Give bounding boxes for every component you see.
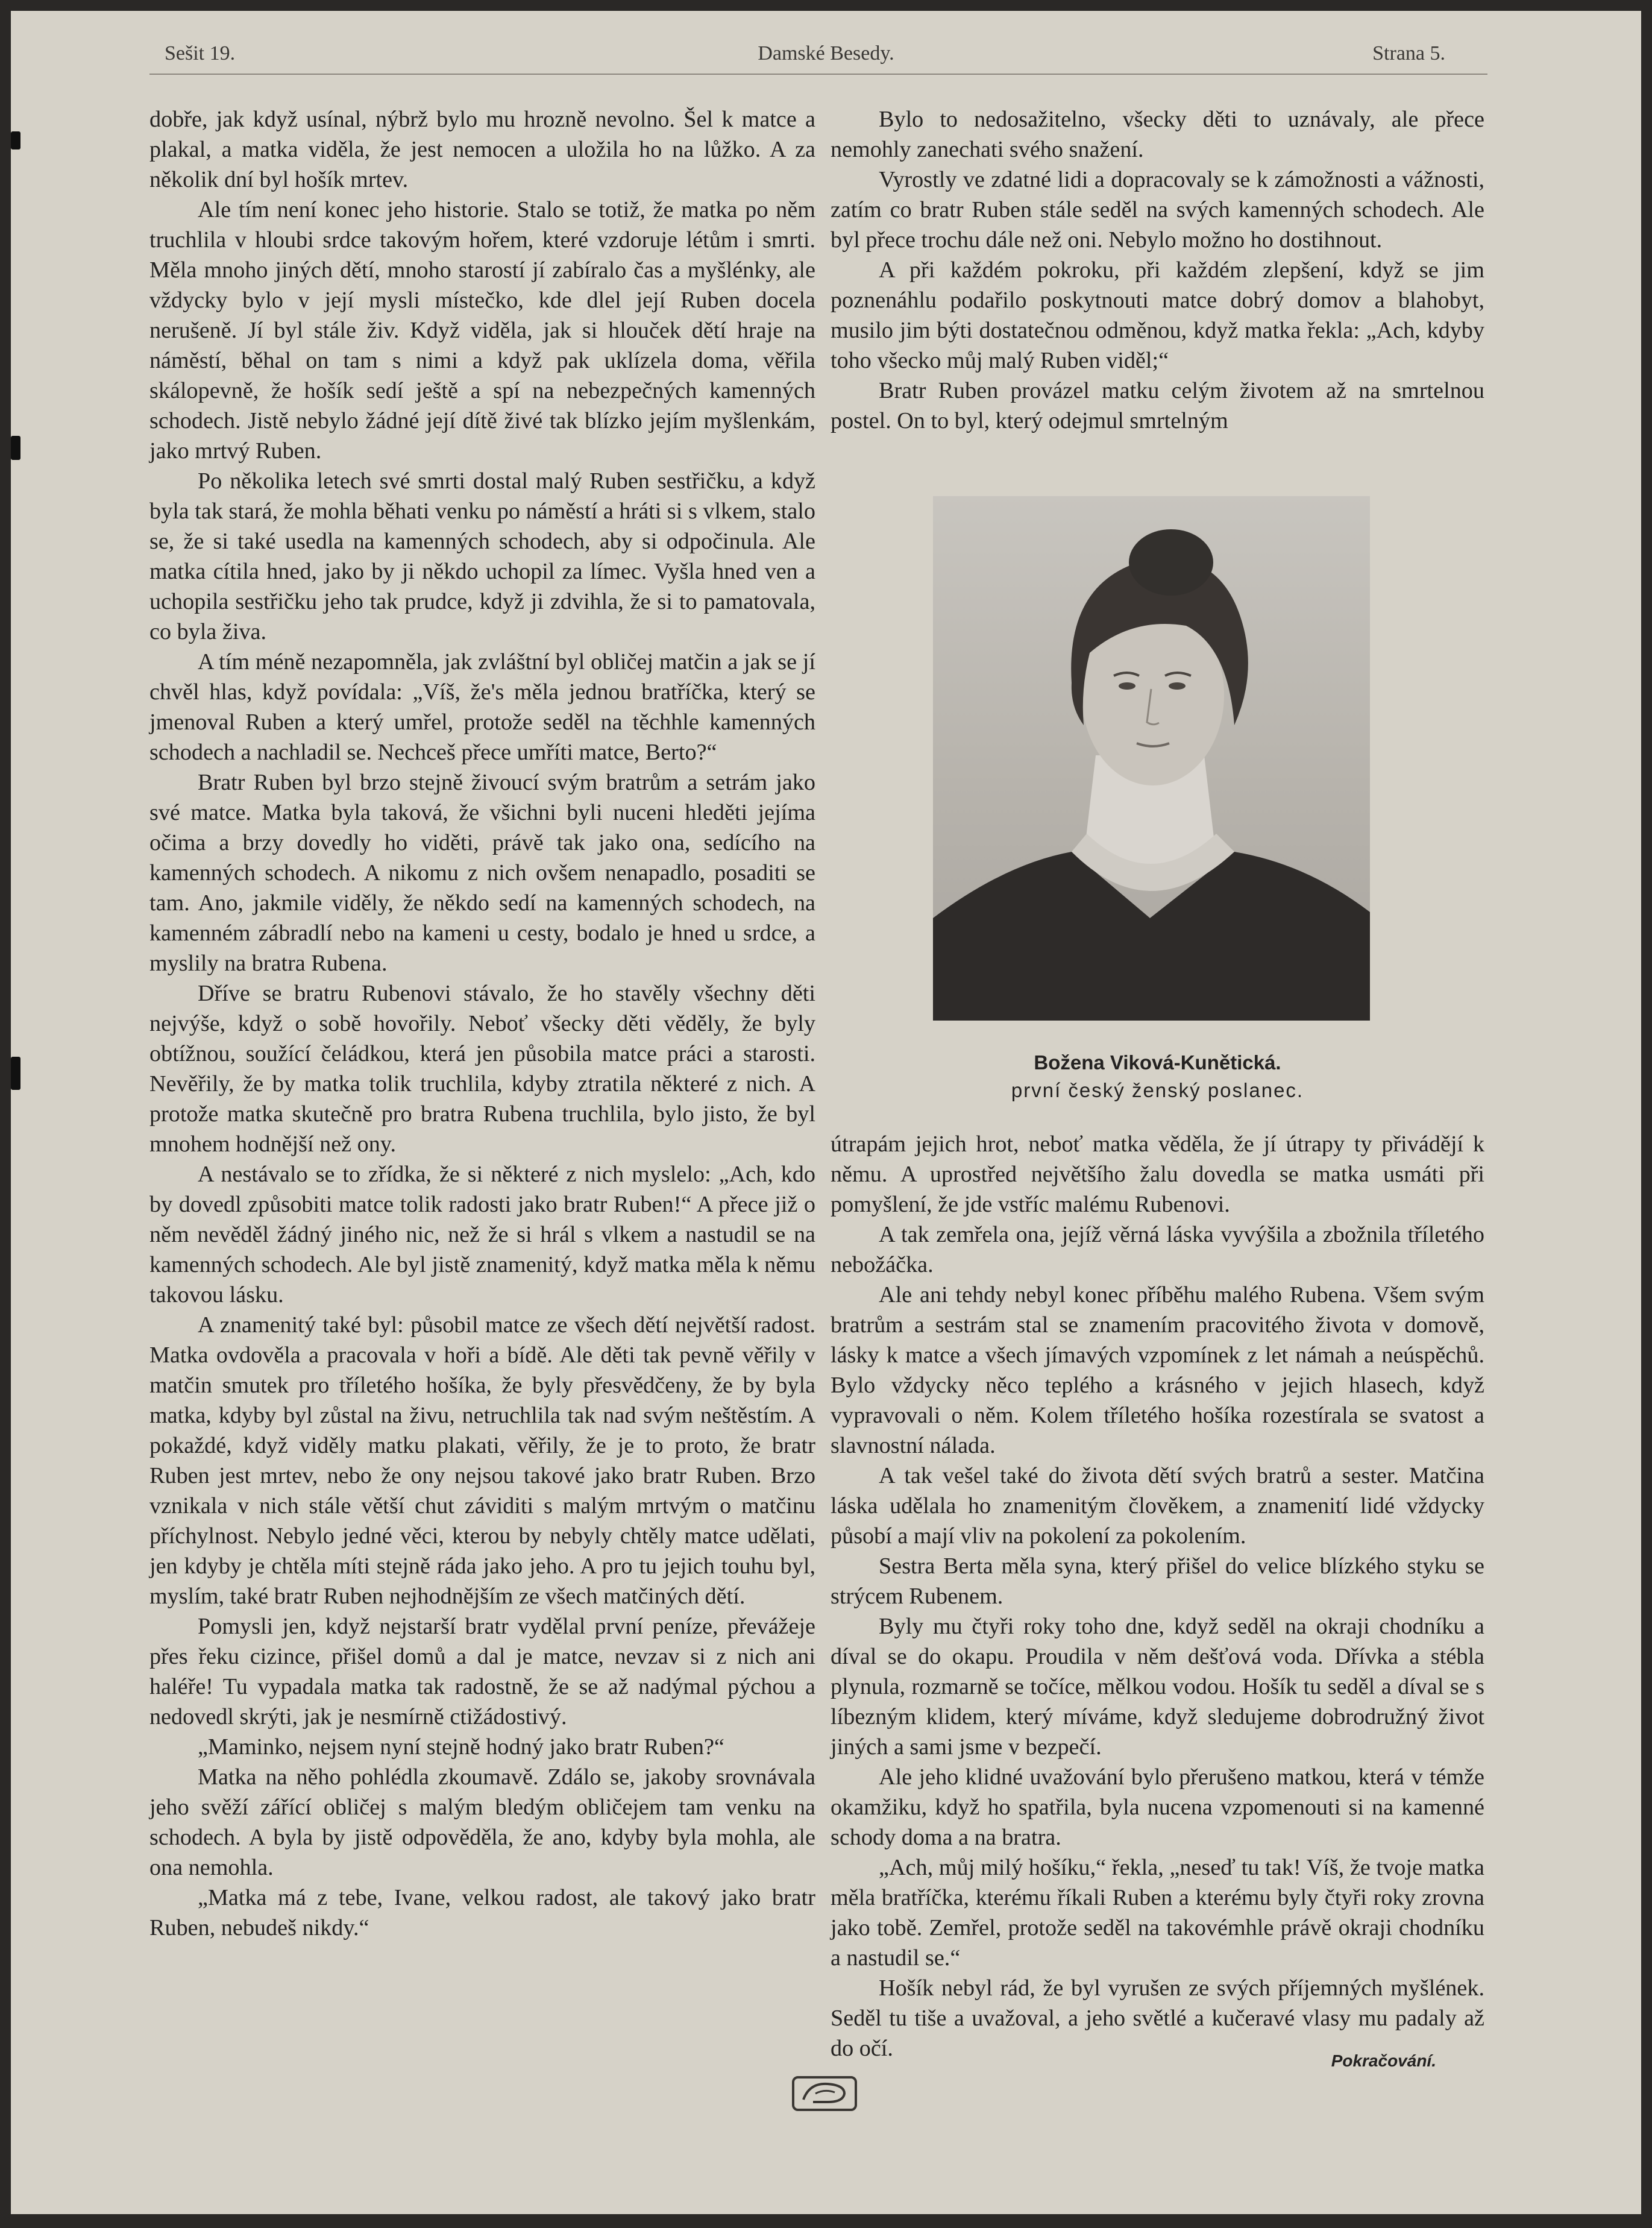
issue-number: Sešit 19.: [165, 42, 236, 65]
paragraph: dobře, jak když usínal, nýbrž bylo mu hrozně nevolno. Šel k matce a plakal, a matka viděla, že jest nemocen a uložila ho na lůžko. A za několik dní byl hošík mrtev.: [149, 107, 815, 192]
paragraph: A tak vešel také do života dětí svých bratrů a sester. Matčina láska udělala ho znamenitým člověkem, a znamenití lidé vždycky působí a mají vliv na pokolení za pokolením.: [831, 1463, 1484, 1549]
paragraph: Ale ani tehdy nebyl konec příběhu malého Rubena. Všem svým bratrům a sestrám stal se znamením pracovitého života v domově, lásky k matce a všech jímavých vzpomínek z let námah a neúspěchů. Bylo vždycky něco teplého a krásného v jejich hlasech, když vypravovali o něm. Kolem tříletého hošíka rozestírala se svatost a slavnostní nálada.: [831, 1282, 1484, 1458]
continued-note: Pokračování.: [1331, 2051, 1436, 2070]
paragraph: A nestávalo se to zřídka, že si některé z nich myslelo: „Ach, kdo by dovedl způsobiti matce tolik radosti jako bratr Ruben!“ A přece již o něm nevěděl žádný jiného nic, než že si hrál s vlkem a nastudil se na kamenných schodech. Ale byl jistě znamenitý, když matka měla k němu takovou lásku.: [149, 1162, 815, 1308]
portrait-illustration: [933, 496, 1370, 1021]
paragraph: A tím méně nezapomněla, jak zvláštní byl obličej matčin a jak se jí chvěl hlas, když povídala: „Víš, že's měla jednou bratříčka, který se jmenoval Ruben a který umřel, protože seděl na těchhle kamenných schodech a nachladil se. Nechceš přece umříti matce, Berto?“: [149, 649, 815, 765]
paragraph: Pomysli jen, když nejstarší bratr vydělal první peníze, převážeje přes řeku cizince, přišel domů a dal je matce, nevzav si z nich ani haléře! Tu vypadala matka tak radostně, že se až nadýmal pýchou a nedovedl skrýti, jak je nesmírně ctižádostivý.: [149, 1614, 815, 1729]
portrait-photo: [933, 496, 1370, 1021]
paragraph: A znamenitý také byl: působil matce ze všech dětí největší radost. Matka ovdověla a pracovala v hoři a bídě. Ale děti tak pevně věřily v matčin smutek pro tříletého hošíka, že byly přesvědčeny, že by byla matka, kdyby byl zůstal na živu, netruchlila tak nad svým neštěstím. A pokaždé, když viděly matku plakati, věřily, že je to proto, že bratr Ruben jest mrtev, nebo že ony nejsou takové jako bratr Ruben. Brzo vznikala v nich stále větší chut záviditi s malým mrtvým o matčinu příchylnost. Nebylo jedné věci, kterou by nebyly chtěly matce udělati, jen kdyby je chtěla míti stejně ráda jako jeho. A pro tu jejich touhu byl, myslím, také bratr Ruben nejhodnějším ze všech matčiných dětí.: [149, 1312, 815, 1609]
paragraph: „Ach, můj milý hošíku,“ řekla, „neseď tu tak! Víš, že tvoje matka měla bratříčka, kterému říkali Ruben a kterému byly čtyři roky zrovna jako tobě. Zemřel, protože seděl na takovémhle právě okraji chodníku a nastudil se.“: [831, 1855, 1484, 1971]
paragraph: Ale tím není konec jeho historie. Stalo se totiž, že matka po něm truchlila v hloubi srdce takovým hořem, které vzdoruje létům i smrti. Měla mnoho jiných dětí, mnoho starostí jí zabíralo čas a myšlénky, ale vždycky bylo v její mysli místečko, kde dlel její Ruben docela nerušeně. Jí byl stále živ. Když viděla, jak si hlouček dětí hraje na náměstí, běhal on tam s nimi a když pak uklízela doma, věřila skálopevně, že hošík sedí ještě a spí na nebezpečných kamenných schodech. Jistě nebylo žádné její dítě živé tak blízko jejím myšlenkám, jako mrtvý Ruben.: [149, 197, 815, 464]
left-column: [149, 104, 815, 1943]
magazine-page: [11, 11, 1641, 2214]
footer-ornament-icon: [791, 2075, 858, 2112]
page-number: Strana 5.: [1372, 42, 1445, 65]
paragraph: Bylo to nedosažitelno, všecky děti to uznávaly, ale přece nemohly zanechati svého snažení.: [831, 107, 1484, 162]
paragraph: Hošík nebyl rád, že byl vyrušen ze svých příjemných myšlének. Seděl tu tiše a uvažoval, a jeho světlé a kučeravé vlasy mu padaly až do očí.: [831, 1975, 1484, 2061]
photo-caption: [831, 1049, 1484, 1104]
paragraph: Sestra Berta měla syna, který přišel do velice blízkého styku se strýcem Rubenem.: [831, 1553, 1484, 1609]
paragraph: útrapám jejich hrot, neboť matka věděla, že jí útrapy ty přivádějí k němu. A uprostřed největšího žalu dovedla se matka usmáti při pomyšlení, že jde vstříc malému Rubenovi.: [831, 1131, 1484, 1217]
paragraph: A tak zemřela ona, jejíž věrná láska vyvýšila a zbožnila tříletého nebožáčka.: [831, 1222, 1484, 1277]
paragraph: „Maminko, nejsem nyní stejně hodný jako bratr Ruben?“: [198, 1734, 724, 1760]
right-column-top: [831, 104, 1484, 436]
header-rule: [149, 74, 1487, 75]
paragraph: Matka na něho pohlédla zkoumavě. Zdálo se, jakoby srovnávala jeho svěží zářící obličej s malým bledým obličejem tam venku na schodech. A byla by jistě odpověděla, že ano, kdyby byla mohla, ale ona nemohla.: [149, 1764, 815, 1880]
paragraph: Byly mu čtyři roky toho dne, když seděl na okraji chodníku a díval se do okapu. Proudila v něm dešťová voda. Dřívka a stébla plynula, rozmarně se točíce, mělkou vodou. Hošík tu seděl a díval se s líbezným klidem, který míváme, když sledujeme dobrodružný život jiných a sami jsme v bezpečí.: [831, 1614, 1484, 1760]
page-header: [11, 35, 1641, 71]
magazine-title: Damské Besedy.: [758, 42, 894, 65]
paragraph: A při každém pokroku, při každém zlepšení, když se jim poznenáhlu podařilo poskytnouti matce dobrý domov a blahobyt, musilo jim býti dostatečnou odměnou, když matka řekla: „Ach, kdyby toho všecko můj malý Ruben viděl;“: [831, 257, 1484, 373]
paragraph: „Matka má z tebe, Ivane, velkou radost, ale takový jako bratr Ruben, nebudeš nikdy.“: [149, 1885, 815, 1940]
caption-subtitle: první český ženský poslanec.: [1011, 1079, 1304, 1101]
paragraph: Ale jeho klidné uvažování bylo přerušeno matkou, která v témže okamžiku, když ho spatřila, byla nucena vzpomenouti si na kamenné schody doma a na bratra.: [831, 1764, 1484, 1850]
paragraph: Po několika letech své smrti dostal malý Ruben sestřičku, a když byla tak stará, že mohla běhati venku po náměstí a hráti si s vlkem, stalo se, že si také usedla na kamenných schodech, aby si odpočinula. Ale matka cítila hned, jako by ji někdo uchopil za límec. Vyšla hned ven a uchopila sestřičku jeho tak prudce, když ji zdvihla, že si to pamatovala, co byla živa.: [149, 468, 816, 644]
right-column-bottom: [831, 1129, 1484, 2063]
paragraph: Dříve se bratru Rubenovi stávalo, že ho stavěly všechny děti nejvýše, když o sobě hovořily. Neboť všecky děti věděly, že byly obtížnou, soužící čeládkou, která jen působila matce práci a starosti. Nevěřily, že by matka tolik truchlila, kdyby ztratila některé z nich. A protože matka skutečně pro bratra Rubena truchlila, bylo jisto, že byl mnohem hodnější než ony.: [149, 981, 815, 1157]
paragraph: Bratr Ruben byl brzo stejně živoucí svým bratrům a setrám jako své matce. Matka byla taková, že všichni byli nuceni hleděti jejíma očima a brzy dovedly ho viděti, právě tak jako ona, sedícího na kamenných schodech. A nikomu z nich ovšem nenapadlo, posaditi se tam. Ano, jakmile viděly, že někdo sedí na kamenných schodech, na kamenném zábradlí nebo na kameni u cesty, bodalo je hned u srdce, a myslily na bratra Rubena.: [149, 770, 815, 976]
caption-name: Božena Viková-Kunětická.: [1034, 1051, 1281, 1074]
paragraph: Bratr Ruben provázel matku celým životem až na smrtelnou postel. On to byl, který odejmul smrtelným: [831, 378, 1484, 433]
paragraph: Vyrostly ve zdatné lidi a dopracovaly se k zámožnosti a vážnosti, zatím co bratr Ruben stále seděl na svých kamenných schodech. Ale byl přece trochu dále než oni. Nebylo možno ho dostihnout.: [831, 167, 1484, 253]
